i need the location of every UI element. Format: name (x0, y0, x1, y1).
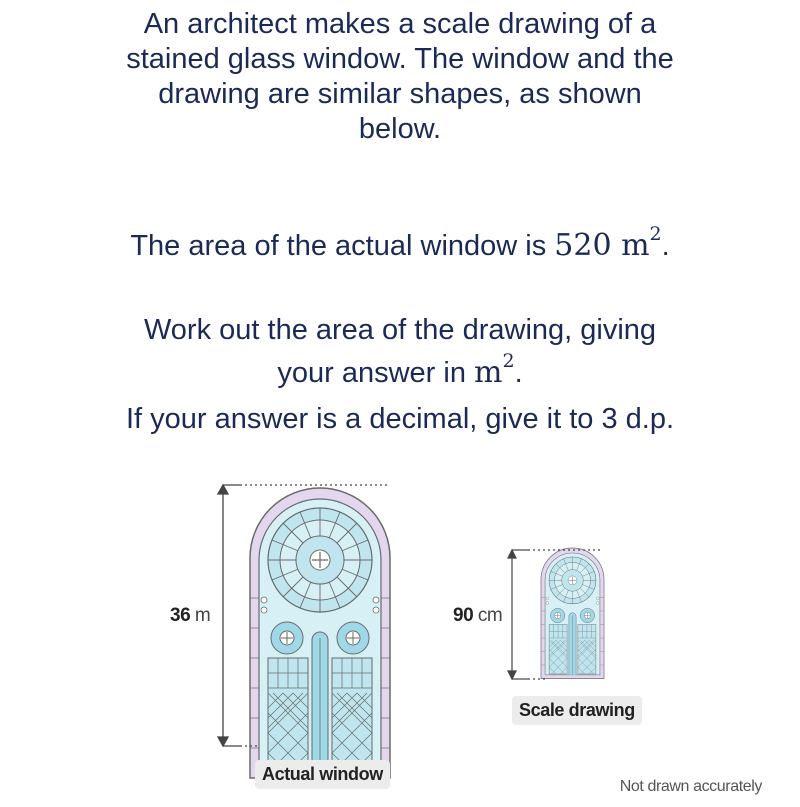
intro-line: An architect makes a scale drawing of a (143, 8, 657, 40)
scale-height-label: 90 cm (453, 605, 503, 626)
area-value: 520 $m^2$ (554, 223, 662, 263)
intro-paragraph (0, 7, 800, 147)
not-drawn-accurately-note: Not drawn accurately (619, 778, 762, 795)
area-prefix: The area of the actual window is (130, 230, 547, 262)
actual-height-label: 36 m (170, 605, 211, 626)
intro-line: drawing are similar shapes, as shown (158, 78, 642, 110)
window-figure (0, 460, 800, 802)
figure-drawing (0, 460, 800, 802)
task-line: Work out the area of the drawing, giving (143, 314, 657, 346)
scale-drawing-caption: Scale drawing (512, 696, 642, 725)
decimal-instruction (0, 402, 800, 437)
intro-line: below. (358, 113, 442, 145)
actual-window-caption: Actual window (255, 760, 390, 789)
area-suffix: . (661, 230, 670, 262)
actual-window-drawing (250, 488, 390, 778)
scale-drawing-window (541, 548, 604, 679)
task-statement (0, 313, 800, 391)
decimal-line: If your answer is a decimal, give it to 3 d.p. (125, 403, 675, 435)
task-line: your answer in (277, 357, 466, 389)
area-statement (0, 221, 800, 264)
task-unit: $m^2$ (474, 350, 515, 390)
task-suffix: . (514, 357, 523, 389)
intro-line: stained glass window. The window and the (126, 43, 674, 75)
